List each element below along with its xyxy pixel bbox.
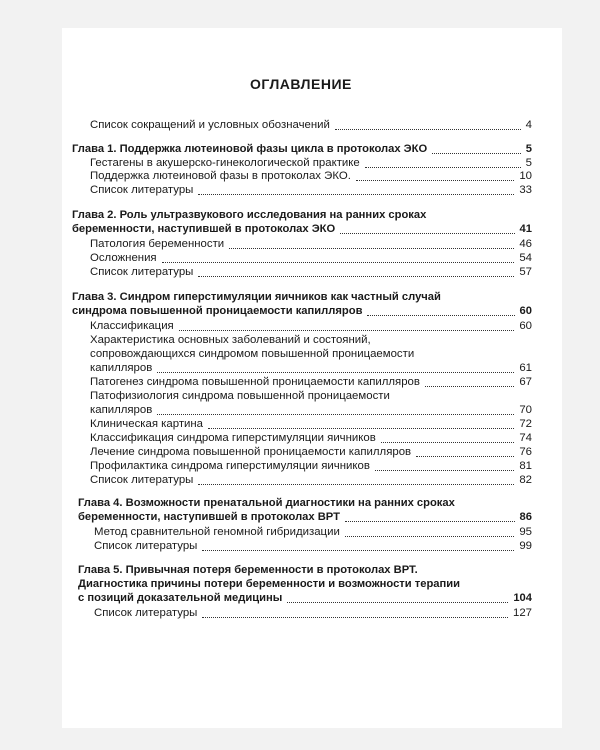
dot-leader — [425, 386, 514, 387]
toc-entry[interactable]: Метод сравнительной геномной гибридизации 95 — [94, 526, 532, 538]
page-title: ОГЛАВЛЕНИЕ — [250, 76, 352, 92]
dot-leader — [162, 262, 515, 263]
dot-leader — [345, 536, 515, 537]
toc-entry-line: Патофизиология синдрома повышенной проницаемости — [90, 390, 390, 402]
dot-leader — [416, 456, 514, 457]
toc-entry[interactable]: Профилактика синдрома гиперстимуляции яичников 81 — [90, 460, 532, 472]
toc-entry[interactable]: Поддержка лютеиновой фазы в протоколах ЭКО. 10 — [90, 170, 532, 182]
toc-entry[interactable]: Классификация синдрома гиперстимуляции яичников 74 — [90, 432, 532, 444]
toc-chapter-5-title-line2[interactable]: Диагностика причины потери беременности и возможности терапии — [78, 578, 461, 590]
toc-chapter-4-title[interactable]: Глава 4. Возможности пренатальной диагностики на ранних сроках — [78, 497, 455, 509]
dot-leader — [345, 521, 515, 522]
toc-chapter-2-title[interactable]: Глава 2. Роль ультразвукового исследования на ранних сроках — [72, 209, 427, 221]
dot-leader — [287, 602, 508, 603]
dot-leader — [202, 617, 508, 618]
toc-entry[interactable]: Осложнения 54 — [90, 252, 532, 264]
book-page — [62, 28, 562, 728]
toc-entry[interactable]: Список литературы 99 — [94, 540, 532, 552]
dot-leader — [208, 428, 514, 429]
toc-entry-abbreviations[interactable]: Список сокращений и условных обозначений 4 — [90, 119, 532, 131]
dot-leader — [356, 180, 514, 181]
dot-leader — [381, 442, 515, 443]
dot-leader — [375, 470, 514, 471]
toc-entry[interactable]: Клиническая картина 72 — [90, 418, 532, 430]
dot-leader — [335, 129, 521, 130]
dot-leader — [365, 167, 521, 168]
dot-leader — [367, 315, 514, 316]
dot-leader — [198, 276, 514, 277]
dot-leader — [340, 233, 514, 234]
dot-leader — [157, 414, 514, 415]
dot-leader — [198, 194, 514, 195]
toc-entry[interactable]: капилляров 61 — [90, 362, 532, 374]
toc-entry[interactable]: Лечение синдрома повышенной проницаемости капилляров 76 — [90, 446, 532, 458]
toc-chapter-4[interactable]: беременности, наступившей в протоколах ВРТ 86 — [78, 511, 532, 523]
dot-leader — [157, 372, 514, 373]
toc-entry[interactable]: капилляров 70 — [90, 404, 532, 416]
toc-chapter-1[interactable]: Глава 1. Поддержка лютеиновой фазы цикла в протоколах ЭКО 5 — [72, 143, 532, 155]
dot-leader — [198, 484, 514, 485]
toc-chapter-3-title[interactable]: Глава 3. Синдром гиперстимуляции яичников как частный случай — [72, 291, 441, 303]
dot-leader — [179, 330, 515, 331]
toc-chapter-5-title[interactable]: Глава 5. Привычная потеря беременности в протоколах ВРТ. — [78, 564, 418, 576]
toc-entry[interactable]: Патология беременности 46 — [90, 238, 532, 250]
toc-entry[interactable]: Классификация 60 — [90, 320, 532, 332]
toc-chapter-2[interactable]: беременности, наступившей в протоколах ЭКО 41 — [72, 223, 532, 235]
toc-entry[interactable]: Список литературы 57 — [90, 266, 532, 278]
toc-entry-line: Характеристика основных заболеваний и состояний, — [90, 334, 371, 346]
toc-chapter-5[interactable]: с позиций доказательной медицины 104 — [78, 592, 532, 604]
dot-leader — [229, 248, 514, 249]
dot-leader — [202, 550, 514, 551]
toc-entry[interactable]: Патогенез синдрома повышенной проницаемости капилляров 67 — [90, 376, 532, 388]
dot-leader — [432, 153, 521, 154]
toc-chapter-3[interactable]: синдрома повышенной проницаемости капилляров 60 — [72, 305, 532, 317]
toc-entry[interactable]: Список литературы 33 — [90, 184, 532, 196]
toc-entry[interactable]: Список литературы 82 — [90, 474, 532, 486]
toc-entry[interactable]: Список литературы 127 — [94, 607, 532, 619]
toc-entry-line: сопровождающихся синдромом повышенной проницаемости — [90, 348, 415, 360]
toc-entry[interactable]: Гестагены в акушерско-гинекологической практике 5 — [90, 157, 532, 169]
